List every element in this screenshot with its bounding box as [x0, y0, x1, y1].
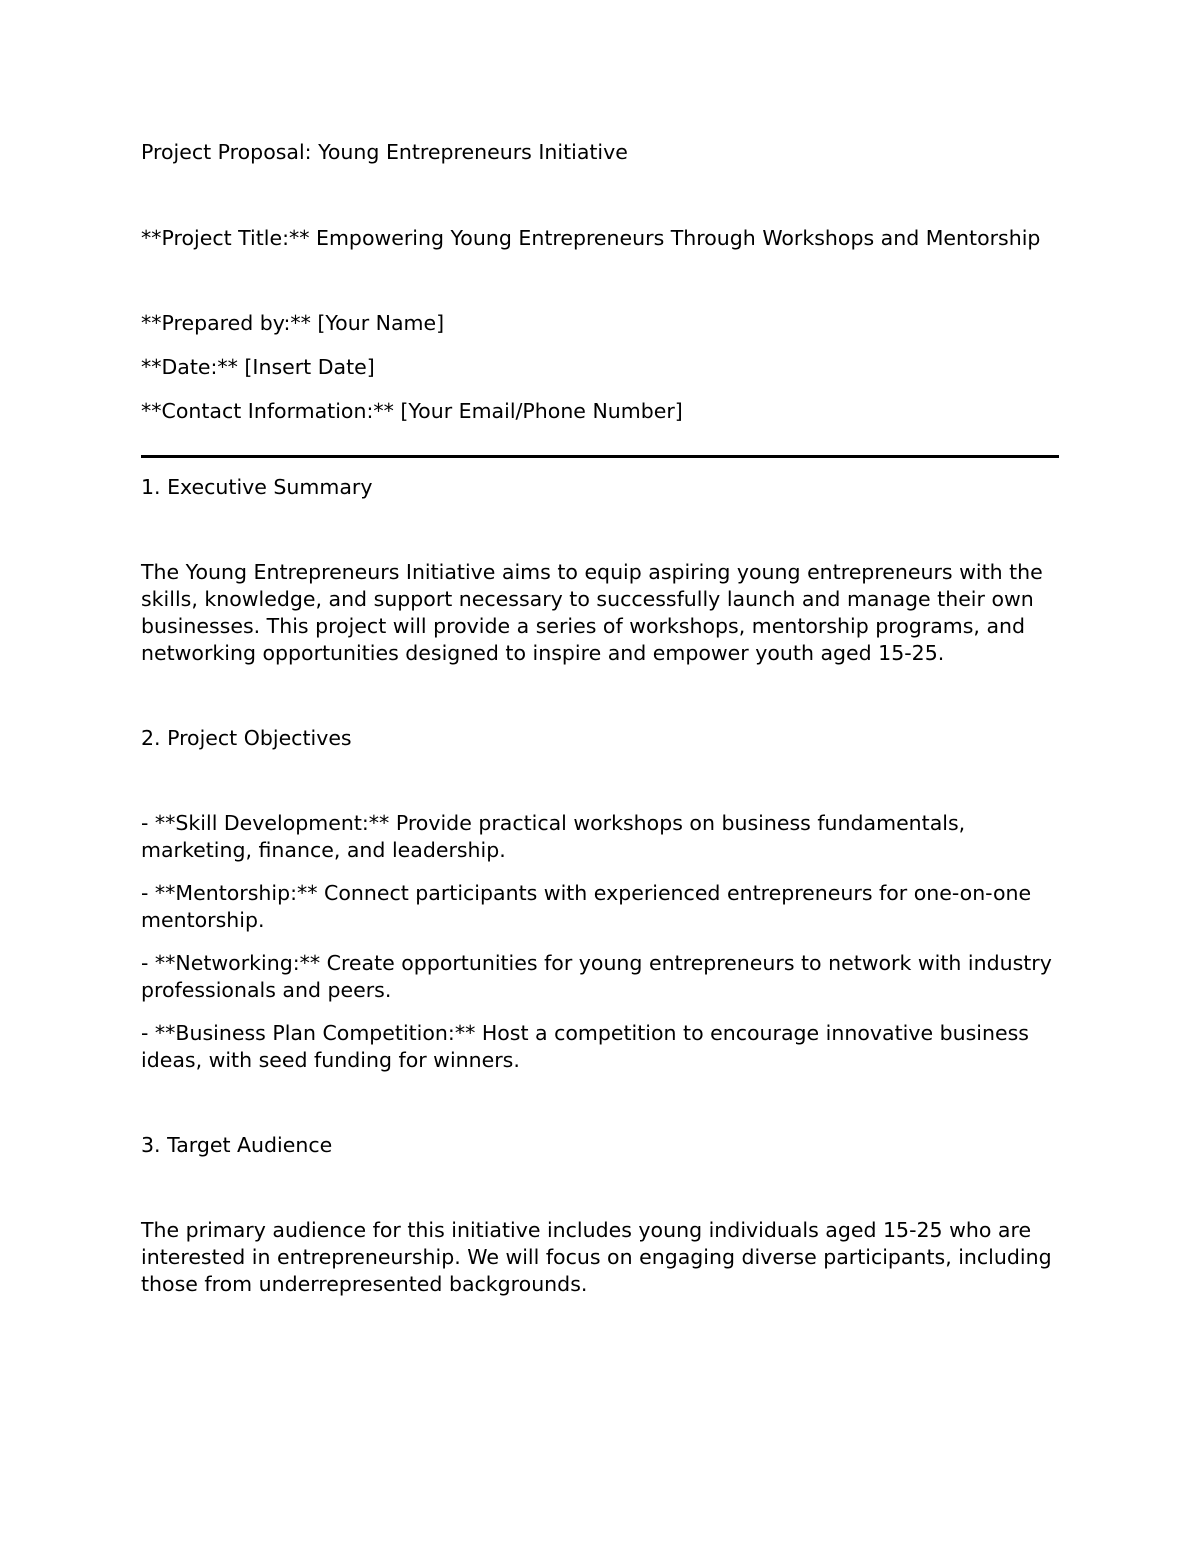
- horizontal-divider: [141, 455, 1059, 458]
- objective-item-mentorship: - **Mentorship:** Connect participants with experienced entrepreneurs for one-on-one mentorship.: [141, 881, 1032, 932]
- project-title: **Project Title:** Empowering Young Entrepreneurs Through Workshops and Mentorship: [141, 226, 1041, 250]
- objective-item-business-plan-competition: - **Business Plan Competition:** Host a competition to encourage innovative business ideas, with seed funding for winners.: [141, 1021, 1029, 1072]
- section-heading-project-objectives: 2. Project Objectives: [141, 726, 352, 750]
- date-line: **Date:** [Insert Date]: [141, 355, 375, 379]
- target-audience-body: The primary audience for this initiative includes young individuals aged 15-25 who are interested in entrepreneurship. We will focus on engaging diverse participants, including those from underrepresented backgrounds.: [141, 1218, 1052, 1296]
- section-heading-executive-summary: 1. Executive Summary: [141, 475, 373, 499]
- document-page: [141, 139, 1061, 1356]
- executive-summary-body: The Young Entrepreneurs Initiative aims to equip aspiring young entrepreneurs with the skills, knowledge, and support necessary to successfully launch and manage their own businesses. This project will provide a series of workshops, mentorship programs, and networking opportunities designed to inspire and empower youth aged 15-25.: [141, 560, 1043, 665]
- section-heading-target-audience: 3. Target Audience: [141, 1133, 333, 1157]
- objective-item-skill-development: - **Skill Development:** Provide practical workshops on business fundamentals, marketing, finance, and leadership.: [141, 811, 966, 862]
- prepared-by: **Prepared by:** [Your Name]: [141, 311, 445, 335]
- document-title: Project Proposal: Young Entrepreneurs Initiative: [141, 140, 628, 164]
- contact-information: **Contact Information:** [Your Email/Phone Number]: [141, 399, 683, 423]
- objective-item-networking: - **Networking:** Create opportunities for young entrepreneurs to network with industry professionals and peers.: [141, 951, 1052, 1002]
